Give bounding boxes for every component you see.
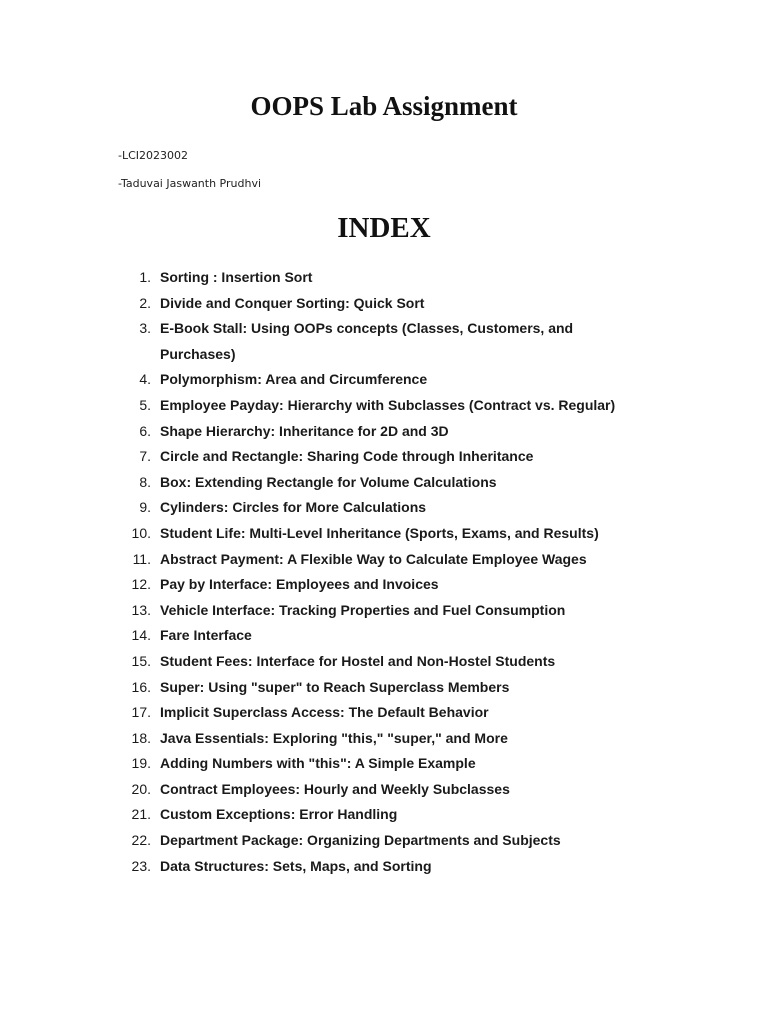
index-item-number: 22.: [131, 832, 151, 849]
index-item-number: 16.: [131, 678, 151, 695]
index-list: [0, 265, 768, 879]
index-item-number: 10.: [131, 524, 151, 541]
index-item-title: Adding Numbers with "this": A Simple Example: [160, 755, 476, 772]
index-item-title: Polymorphism: Area and Circumference: [160, 371, 428, 388]
index-item: [0, 495, 768, 521]
index-item: [0, 419, 768, 445]
index-item-title: Pay by Interface: Employees and Invoices: [160, 576, 439, 593]
index-item-number: 8.: [139, 473, 151, 490]
index-item: [0, 316, 768, 367]
index-heading: INDEX: [337, 212, 431, 244]
index-item-title: Sorting : Insertion Sort: [160, 269, 313, 285]
index-item-title: Shape Hierarchy: Inheritance for 2D and 3D: [160, 422, 449, 439]
index-item-number: 23.: [131, 857, 151, 874]
index-item-number: 15.: [131, 652, 151, 669]
index-item: [0, 521, 768, 547]
index-item-number: 14.: [131, 627, 151, 644]
index-item-number: 20.: [131, 780, 151, 797]
index-item: [0, 854, 768, 880]
index-item-title: Implicit Superclass Access: The Default Behavior: [160, 704, 489, 721]
index-item-title: Divide and Conquer Sorting: Quick Sort: [160, 294, 425, 311]
index-item-title: Vehicle Interface: Tracking Properties and Fuel Consumption: [160, 601, 566, 618]
author-name: -Taduvai Jaswanth Prudhvi: [118, 177, 262, 190]
index-item-number: 4.: [139, 371, 151, 388]
index-item-number: 21.: [131, 806, 151, 823]
index-item-number: 19.: [131, 755, 151, 772]
index-item: [0, 751, 768, 777]
index-item-number: 5.: [139, 396, 151, 413]
index-item-number: 3.: [139, 320, 151, 337]
index-item: [0, 470, 768, 496]
index-item: [0, 547, 768, 573]
index-item: [0, 572, 768, 598]
index-item-number: 1.: [139, 269, 151, 285]
index-item: [0, 777, 768, 803]
index-item-title: Super: Using "super" to Reach Superclass Members: [160, 678, 510, 695]
index-item-title: Contract Employees: Hourly and Weekly Subclasses: [160, 780, 510, 797]
index-item-title: Fare Interface: [160, 627, 252, 644]
index-item-number: 11.: [132, 550, 151, 567]
index-item: [0, 444, 768, 470]
index-item: [0, 675, 768, 701]
index-item-title: Department Package: Organizing Departments and Subjects: [160, 832, 561, 849]
index-item-number: 2.: [139, 294, 151, 311]
index-item-title: Student Fees: Interface for Hostel and Non-Hostel Students: [160, 652, 556, 669]
index-item-title: Employee Payday: Hierarchy with Subclasses (Contract vs. Regular): [160, 396, 616, 413]
document-title: OOPS Lab Assignment: [250, 91, 518, 121]
index-item: [0, 802, 768, 828]
index-item-number: 7.: [139, 448, 151, 465]
index-item: [0, 726, 768, 752]
roll-number: -LCI2023002: [118, 149, 189, 162]
index-item: [0, 598, 768, 624]
index-item: [0, 265, 768, 291]
index-item-title: Java Essentials: Exploring "this," "super," and More: [160, 729, 508, 746]
index-item-title: Custom Exceptions: Error Handling: [160, 806, 398, 823]
index-item-title: Abstract Payment: A Flexible Way to Calculate Employee Wages: [160, 550, 587, 567]
index-item-number: 9.: [139, 499, 151, 516]
index-item-title: Data Structures: Sets, Maps, and Sorting: [160, 857, 432, 874]
index-item-title: Box: Extending Rectangle for Volume Calculations: [160, 473, 497, 490]
index-item-number: 13.: [131, 601, 151, 618]
index-item: [0, 700, 768, 726]
index-item: [0, 828, 768, 854]
index-item: [0, 291, 768, 317]
index-item-number: 17.: [131, 704, 151, 721]
index-item-title: E-Book Stall: Using OOPs concepts (Classes, Customers, and Purchases): [160, 320, 574, 362]
index-item-title: Student Life: Multi-Level Inheritance (Sports, Exams, and Results): [160, 524, 599, 541]
index-item-number: 12.: [131, 576, 151, 593]
index-item: [0, 649, 768, 675]
index-item: [0, 367, 768, 393]
index-item-title: Cylinders: Circles for More Calculations: [160, 499, 427, 516]
index-item-number: 18.: [131, 729, 151, 746]
index-item: [0, 623, 768, 649]
index-item-number: 6.: [139, 422, 151, 439]
index-item: [0, 393, 768, 419]
index-item-title: Circle and Rectangle: Sharing Code through Inheritance: [160, 448, 534, 465]
